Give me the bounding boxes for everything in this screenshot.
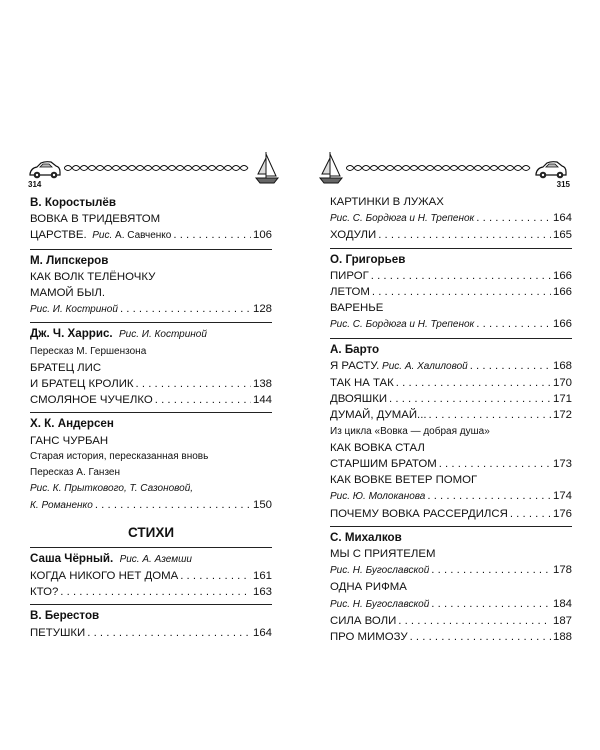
leader-dots [398,613,551,629]
chain-ornament [64,162,252,174]
leader-dots [378,227,551,243]
toc-entry[interactable] [330,391,572,407]
sailboat-icon [254,150,280,186]
page-ref: 174 [552,490,572,503]
toc-entry[interactable] [30,497,272,514]
illustrator-name: Ю. Молоканова [352,491,426,503]
toc-title: ПЕТУШКИ [30,626,86,639]
illustrator-prefix: Рис. [330,565,351,577]
illustrator-name: И. Костриной [52,304,118,316]
toc-title: БРАТЕЦ ЛИС [30,361,102,374]
toc-title: И БРАТЕЦ КРОЛИК [30,378,134,391]
page-ref: 172 [552,409,572,422]
right-page-header [318,150,570,194]
toc-title: ВАРЕНЬЕ [330,302,384,315]
leader-dots [396,375,551,391]
page-ref: 106 [252,229,272,242]
toc-title: ЛЕТОМ [330,286,370,299]
author-name: О. Григорьев [330,252,406,266]
author-name: С. Михалков [330,530,402,544]
toc-title: ОДНА РИФМА [330,581,407,594]
leader-dots [371,268,551,284]
leader-dots [120,301,251,317]
illustrator-name: С. Бордюга и Н. Трепенок [352,319,475,331]
illustrator-prefix: Рис. [330,491,351,503]
toc-title: КТО? [30,586,59,599]
leader-dots [470,358,551,374]
car-icon [28,158,62,182]
leader-dots [173,227,251,243]
divider [30,322,272,323]
toc-title: ДВОЯШКИ [330,393,388,406]
toc-entry[interactable] [330,284,572,300]
divider [30,412,272,413]
toc-entry[interactable] [30,625,272,641]
leader-dots [87,625,251,641]
page-ref: 166 [552,318,572,331]
author-name: М. Липскеров [30,253,109,267]
toc-entry[interactable] [30,227,272,244]
page-ref: 164 [552,212,572,225]
illustrator-prefix: Рис. [30,304,51,316]
divider [330,338,572,339]
author-name: Саша Чёрный. [30,551,114,565]
illustrator-prefix: Рис. [92,230,113,242]
chain-ornament [346,162,532,174]
illustrator-name: Н. Бугославской [352,598,430,610]
toc-entry[interactable] [330,407,572,423]
leader-dots [476,316,551,332]
illustrator-name: К. Романенко [30,500,93,512]
toc-title: КАРТИНКИ В ЛУЖАХ [330,196,444,208]
page-ref: 161 [252,570,272,583]
toc-left-column [30,194,272,641]
toc-title: ТАК НА ТАК [330,377,394,390]
sailboat-icon [318,150,344,186]
toc-title: МАМОЙ БЫЛ. [30,287,105,300]
author-name: В. Берестов [30,609,100,623]
leader-dots [439,456,551,472]
toc-title: КАК ВОВКА СТАЛ [330,441,425,454]
toc-title: КОГДА НИКОГО НЕТ ДОМА [30,570,179,583]
toc-entry[interactable] [330,268,572,284]
page-ref: 173 [552,458,572,471]
retold-by: Пересказ А. Ганзен [30,467,120,479]
page-ref: 178 [552,564,572,577]
illustrator-prefix: Рис. [330,319,351,331]
toc-entry[interactable] [30,301,272,318]
page-ref: 138 [252,378,272,391]
toc-entry[interactable] [330,316,572,333]
illustrator-prefix: Рис. [119,329,140,341]
toc-entry[interactable] [30,376,272,392]
toc-entry[interactable] [30,392,272,408]
toc-title: КАК ВОВКЕ ВЕТЕР ПОМОГ [330,474,478,487]
illustrator-name: А. Савченко [115,230,172,242]
leader-dots [180,568,251,584]
page-ref: 165 [552,229,572,242]
author-name: В. Коростылёв [30,196,116,209]
illustrator-name: А. Аземши [142,553,192,565]
page-ref: 188 [552,631,572,644]
toc-title: ВОВКА В ТРИДЕВЯТОМ [30,213,161,226]
toc-entry[interactable] [30,584,272,600]
illustrator-name: К. Прыткового, Т. Сазоновой, [52,483,194,495]
page-ref: 144 [252,394,272,407]
page-ref: 164 [252,626,272,639]
toc-title: ГАНС ЧУРБАН [30,434,109,447]
page-ref: 170 [552,377,572,390]
author-name: А. Барто [330,342,380,356]
page-ref: 166 [552,286,572,299]
leader-dots [431,562,551,578]
divider [30,547,272,548]
leader-dots [136,376,251,392]
illustrator-name: Н. Бугославской [352,565,430,577]
page-ref: 166 [552,269,572,282]
illustrator-prefix: Рис. [330,598,351,610]
page-ref: 128 [252,303,272,316]
leader-dots [95,497,251,513]
illustrator-name: С. Бордюга и Н. Трепенок [352,213,475,225]
toc-entry[interactable] [330,456,572,472]
toc-title: ХОДУЛИ [330,229,377,242]
page-number: 314 [28,180,42,189]
divider [330,526,572,527]
leader-dots [60,584,251,600]
illustrator-prefix: Рис. [119,553,140,565]
leader-dots [427,488,551,504]
toc-entry[interactable] [330,596,572,613]
car-icon [534,158,568,182]
toc-title: МЫ С ПРИЯТЕЛЕМ [330,548,436,561]
page-ref: 187 [552,614,572,627]
illustrator-name: И. Костриной [141,329,207,341]
retold-by: Пересказ М. Гершензона [30,345,147,357]
toc-title: ПОЧЕМУ ВОВКА РАССЕРДИЛСЯ [330,507,508,520]
leader-dots [476,210,551,226]
divider [30,604,272,605]
toc-title: Я РАСТУ. [330,359,380,372]
toc-entry[interactable] [330,562,572,579]
illustrator-prefix: Рис. [382,360,403,372]
toc-title: ДУМАЙ, ДУМАЙ... [330,409,427,422]
divider [330,248,572,249]
leader-dots [431,596,551,612]
section-title: СТИХИ [127,524,175,540]
toc-entry[interactable] [30,568,272,584]
leader-dots [510,506,551,522]
toc-title: ПРО МИМОЗУ [330,631,408,644]
leader-dots [410,629,551,645]
toc-title: СМОЛЯНОЕ ЧУЧЕЛКО [30,394,153,407]
left-page-header [28,150,280,194]
divider [30,249,272,250]
page-number: 315 [556,180,570,189]
leader-dots [389,391,551,407]
subtitle: Старая история, пересказанная вновь [30,450,209,462]
illustrator-name: А. Халиловой [404,360,468,372]
cycle-note: Из цикла «Вовка — добрая душа» [330,425,490,437]
toc-entry[interactable] [330,629,572,645]
toc-title: ЦАРСТВЕ. [30,229,87,242]
toc-entry[interactable] [330,613,572,629]
toc-right-column [330,194,572,645]
leader-dots [429,407,551,423]
page-ref: 168 [552,359,572,372]
toc-title: ПИРОГ [330,269,369,282]
author-name: Х. К. Андерсен [30,417,114,431]
page-ref: 171 [552,393,572,406]
toc-entry[interactable] [330,375,572,391]
illustrator-prefix: Рис. [30,483,51,495]
toc-title: КАК ВОЛК ТЕЛЁНОЧКУ [30,270,156,283]
page-ref: 150 [252,499,272,512]
illustrator-prefix: Рис. [330,213,351,225]
page-ref: 163 [252,586,272,599]
toc-title: СТАРШИМ БРАТОМ [330,458,437,471]
leader-dots [372,284,551,300]
toc-entry[interactable] [330,227,572,243]
toc-entry[interactable] [330,506,572,522]
toc-entry[interactable] [330,488,572,505]
leader-dots [155,392,251,408]
toc-entry[interactable] [330,358,572,375]
page-ref: 184 [552,597,572,610]
author-name: Дж. Ч. Харрис. [30,327,113,341]
toc-entry[interactable] [330,210,572,227]
page-ref: 176 [552,507,572,520]
toc-title: СИЛА ВОЛИ [330,614,397,627]
